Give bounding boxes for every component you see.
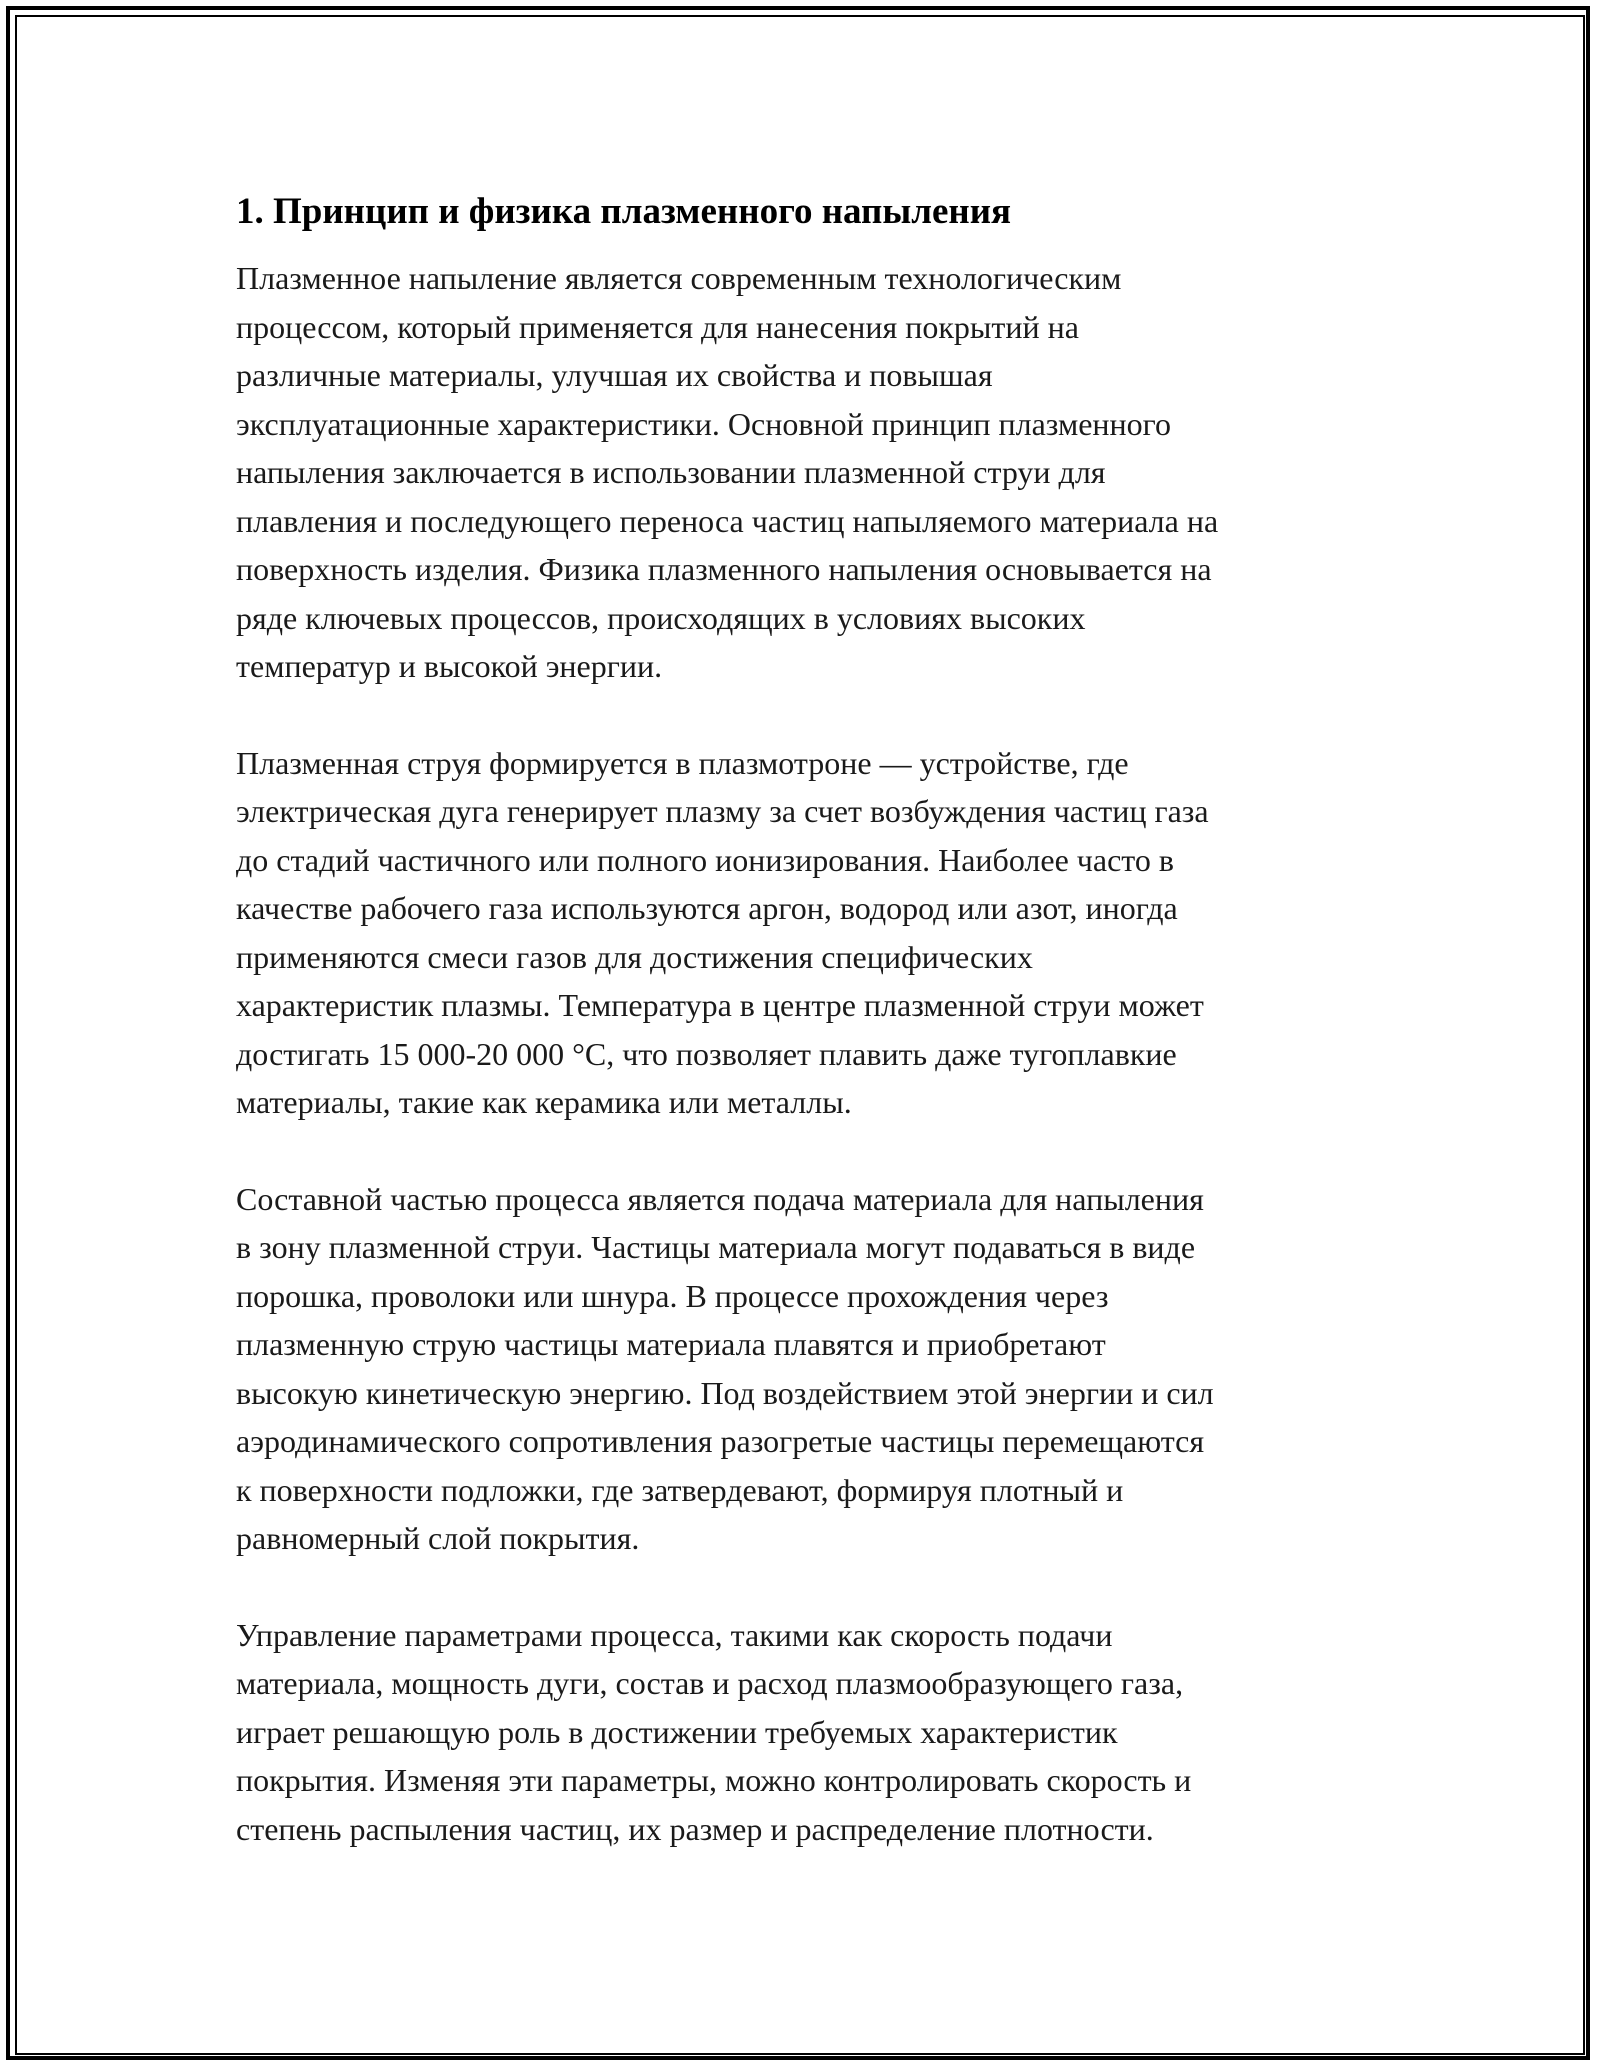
document-body <box>236 188 1366 1853</box>
paragraph-4: Управление параметрами процесса, такими как скорость подачи материала, мощность дуги, состав и расход плазмообразующего газа, играет решающую роль в достижении требуемых характеристик покрытия. Изменяя эти параметры, можно контролировать скорость и степень распыления частиц, их размер и распределение плотности. <box>236 1616 1192 1847</box>
paragraph-3: Составной частью процесса является подача материала для напыления в зону плазменной струи. Частицы материала могут подаваться в виде порошка, проволоки или шнура. В процессе прохождения через плазменную струю частицы материала плавятся и приобретают высокую кинетическую энергию. Под воздействием этой энергии и сил аэродинамического сопротивления разогретые частицы перемещаются к поверхности подложки, где затвердевают, формируя плотный и равномерный слой покрытия. <box>236 1180 1214 1556</box>
paragraph-2: Плазменная струя формируется в плазмотроне — устройстве, где электрическая дуга генерирует плазму за счет возбуждения частиц газа до стадий частичного или полного ионизирования. Наиболее часто в качестве рабочего газа используются аргон, водород или азот, иногда применяются смеси газов для достижения специфических характеристик плазмы. Температура в центре плазменной струи может достигать 15 000-20 000 °C, что позволяет плавить даже тугоплавкие материалы, такие как керамика или металлы. <box>236 744 1209 1120</box>
section-heading: 1. Принцип и физика плазменного напыления <box>236 191 1012 232</box>
paragraph-1: Плазменное напыление является современным технологическим процессом, который применяется для нанесения покрытий на различные материалы, улучшая их свойства и повышая эксплуатационные характеристики. Основной принцип плазменного напыления заключается в использовании плазменной струи для плавления и последующего переноса частиц напыляемого материала на поверхность изделия. Физика плазменного напыления основывается на ряде ключевых процессов, происходящих в условиях высоких температур и высокой энергии. <box>236 260 1219 684</box>
